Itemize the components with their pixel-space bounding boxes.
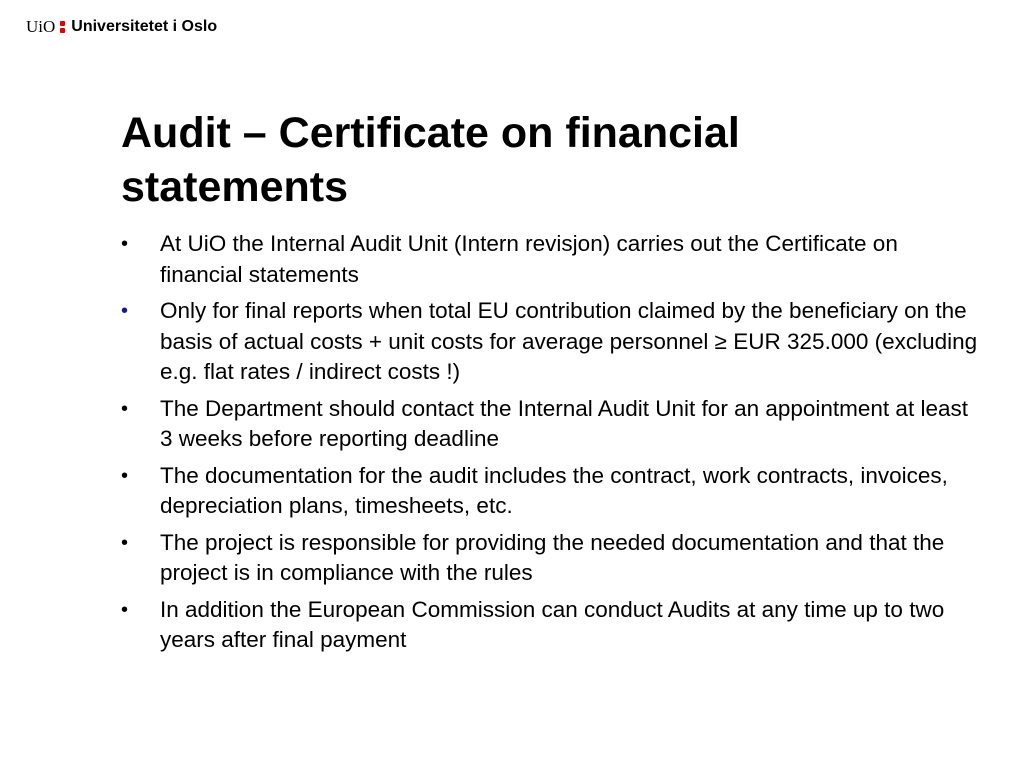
bullet-text: The project is responsible for providing the needed documentation and that the project is in compliance with the rules <box>160 529 945 585</box>
bullet-text: In addition the European Commission can conduct Audits at any time up to two years after final payment <box>160 596 945 652</box>
slide-title: Audit – Certificate on financial statements <box>121 109 740 211</box>
bullet-item <box>121 461 981 522</box>
bullet-marker-icon: • <box>121 397 129 420</box>
bullet-text: Only for final reports when total EU contribution claimed by the beneficiary on the basis of actual costs + unit costs for average personnel ≥ EUR 325.000 (excluding e.g. flat rates / indirect costs !) <box>160 298 978 384</box>
logo-full-name: Universitetet i Oslo <box>71 18 218 35</box>
bullet-item <box>121 229 981 290</box>
bullet-marker-icon: • <box>121 233 129 255</box>
bullet-item <box>121 528 981 589</box>
bullet-item <box>121 296 981 388</box>
bullet-item <box>121 595 981 656</box>
logo-dots-icon <box>60 20 65 34</box>
bullet-marker-icon: • <box>121 464 129 487</box>
bullet-text: The Department should contact the Internal Audit Unit for an appointment at least 3 weeks before reporting deadline <box>160 395 968 451</box>
bullet-item <box>121 394 981 455</box>
bullet-marker-icon: • <box>121 531 129 554</box>
uio-logo <box>26 14 217 40</box>
bullet-text: At UiO the Internal Audit Unit (Intern revisjon) carries out the Certificate on financial statements <box>160 231 898 287</box>
bullet-marker-icon: • <box>121 300 129 322</box>
bullet-text: The documentation for the audit includes the contract, work contracts, invoices, depreciation plans, timesheets, etc. <box>160 462 948 518</box>
logo-short-name: UiO <box>26 17 56 36</box>
bullet-list <box>121 229 981 662</box>
bullet-marker-icon: • <box>121 598 129 621</box>
